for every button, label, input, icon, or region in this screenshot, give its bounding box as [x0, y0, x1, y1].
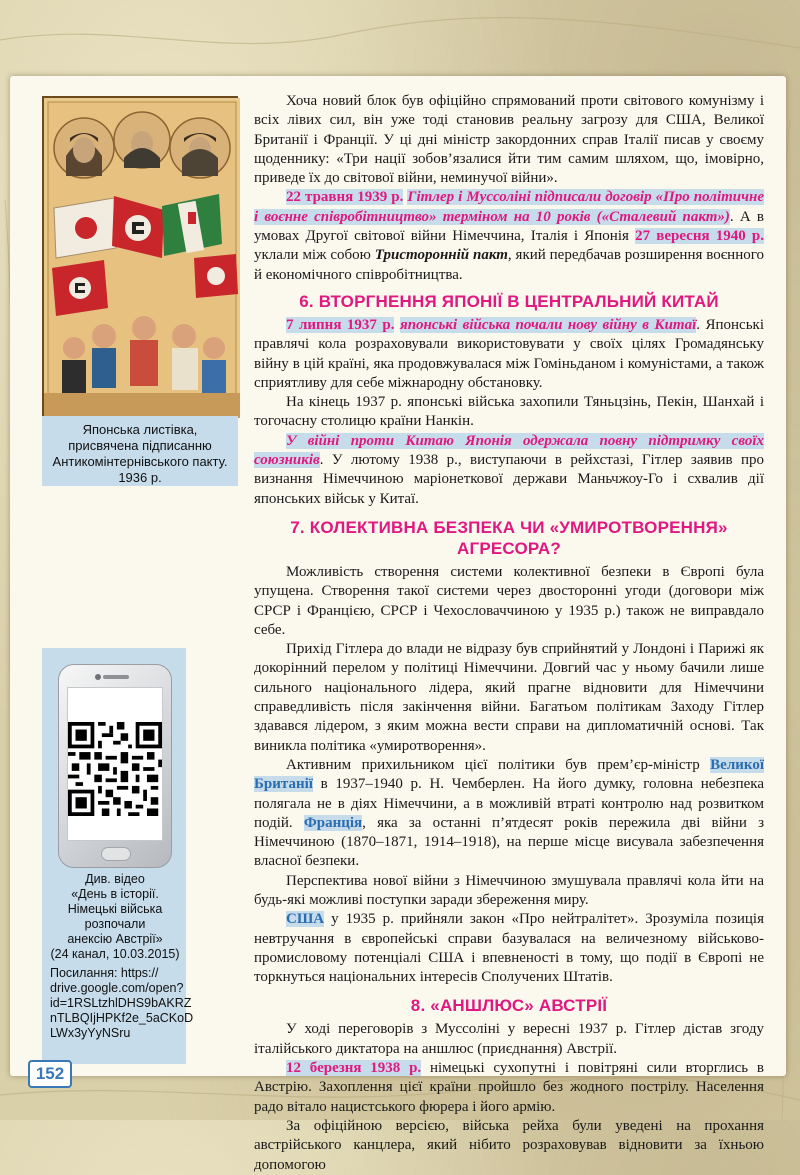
caption-line: Антикомінтернівського пакту. [52, 454, 228, 469]
key-fact-highlight: У війні проти Китаю Японія одержала повну підтримку своїх союзників [254, 432, 764, 469]
video-note-line: Див. відео [85, 872, 145, 886]
section7-paragraph: Перспектива нової війни з Німеччиною змушувала правлячі кола йти на будь-які можливі поступки заради збереження миру. [254, 872, 764, 908]
country-highlight: США [286, 911, 325, 928]
country-highlight: Франція [303, 814, 363, 831]
section7-paragraph [254, 910, 764, 987]
heading-line: АГРЕСОРА? [457, 538, 561, 558]
section8-paragraph: У ході переговорів з Муссоліні у вересні 1937 р. Гітлер дістав згоду італійського диктатора на аншлюс (приєднання) Австрії. [254, 1021, 764, 1057]
link-line: drive.google.com/open? [50, 981, 184, 995]
section6-paragraph [254, 316, 764, 393]
photo-caption [42, 416, 238, 486]
date-highlight: 27 вересня 1940 р. [635, 228, 765, 245]
key-fact-highlight: Гітлер і Муссоліні підписали договір «Про політичне і воєнне співробітництво» терміном на 10 років («Сталевий пакт») [254, 189, 764, 225]
key-fact-highlight: японські війська почали нову війну в Китаї [399, 316, 697, 333]
video-note-line: (24 канал, 10.03.2015) [50, 947, 180, 961]
intro-paragraph: Хоча новий блок був офіційно спрямований проти світового комунізму і всіх лівих сил, він уже тоді становив реальну загрозу для США, Великої Британії і Франції. У ці дні міністр закордонних справ Італії писав у своєму щоденнику: «Три нації зобов’язалися йти тим самим шляхом, що, імовірно, приведе їх до світової війни, неминучої війни». [254, 93, 764, 187]
pact-text: уклали між собою [254, 247, 375, 264]
page-number: 152 [28, 1060, 72, 1088]
phone-home-button-icon [101, 847, 131, 861]
pact-text: , який передбачав розширення воєнного й економічного співробітництва. [254, 247, 764, 283]
section7-paragraph: Прихід Гітлера до влади не відразу був сприйнятий у Лондоні і Парижі як докорінний перелом у політиці Німеччини. Довгий час у ньому бачили лише сильного національного лідера, який прагне відновити для Німеччини справедливість після закінчення війни. Багатьом політикам Заходу Гітлер здавався лідером, з яким можна вести справи на дипломатичній основі. Так виникла політика «умиротворення». [254, 641, 764, 754]
paragraph-text: Активним прихильником цієї політики був прем’єр-міністр [286, 756, 711, 773]
pact-paragraph [254, 188, 764, 284]
paragraph-text: в 1937–1940 р. Н. Чемберлен. На його думку, головна небезпека полягала не в діях Німеччини, а в можливій втраті контролю над розвитком подій. [254, 776, 764, 831]
date-highlight: 7 липня 1937 р. [286, 316, 395, 333]
section7-paragraph [254, 756, 764, 872]
pact-name: Тристоронній пакт [374, 247, 508, 264]
article-body [254, 92, 764, 1175]
video-note [46, 872, 184, 962]
date-highlight: 22 травня 1939 р. [286, 189, 404, 206]
caption-line: Японська листівка, [82, 422, 198, 437]
link-line: id=1RSLtzhlDHS9bAKRZ [50, 996, 192, 1010]
paragraph-text: , яка за останні п’ятдесят років пережила дві війни з Німеччиною (1870–1871, 1914–1918), на перше місце висувала забезпечення власної безпеки. [254, 814, 764, 870]
video-note-line: розпочали [84, 917, 146, 931]
section8-paragraph [254, 1059, 764, 1117]
phone-camera-icon [95, 674, 101, 680]
section8-paragraph: За офіційною версією, війська рейха були уведені на прохання австрійського канцлера, який нібито розраховував відновити за їхньою допомогою [254, 1117, 764, 1173]
video-note-line: «День в історії. [71, 887, 159, 901]
section-heading: 6. ВТОРГНЕННЯ ЯПОНІЇ В ЦЕНТРАЛЬНИЙ КИТАЙ [299, 291, 719, 311]
date-highlight: 12 березня 1938 р. [286, 1060, 422, 1077]
section7-paragraph: Можливість створення системи колективної безпеки в Європі була упущена. Створення такої системи через двосторонні угоди (договори між СРСР і Францією, СРСР і Чехословаччиною у 1935 р.) також не виправдало себе. [254, 563, 764, 638]
paragraph-text: . Японські правлячі кола розраховували використовувати у своїх цілях Громадянську війну в цій країні, яка продовжувалася між Гоміньданом і комуністами, а також сприятливу для себе міжнародну обстановку. [254, 316, 765, 391]
link-line: LWx3yYyNSru [50, 1026, 131, 1040]
paragraph-text: . У лютому 1938 р., виступаючи в рейхстазі, Гітлер заявив про визнання Німеччиною маріонеткової держави Маньчжоу-Го і схвалив дії японських військ у Китаї. [254, 452, 764, 507]
postcard-image [42, 96, 238, 416]
caption-line: присвячена підписанню [68, 438, 212, 453]
paragraph-text: у 1935 р. прийняли закон «Про нейтралітет». Зрозуміла позиція невтручання в європейські справи базувалася на величезному військово-промисловому потенціалі США і впевненості в тому, що події в Європі не торкнуться національних інтересів Сполучених Штатів. [254, 911, 764, 986]
qr-code-icon[interactable] [68, 722, 162, 816]
pact-text: . А в умовах Другої світової війни Німеччина, Італія і Японія [254, 208, 764, 245]
video-note-line: анексію Австрії» [67, 932, 163, 946]
section-heading [254, 517, 764, 559]
link-line: nTLBQIjHPKf2e_5aCKoD [50, 1011, 194, 1025]
link-line: Посилання: https:// [50, 966, 159, 980]
country-highlight: Великої Британії [254, 756, 764, 793]
section6-paragraph: На кінець 1937 р. японські війська захопили Тяньцзінь, Пекін, Шанхай і тогочасну столицю країни Нанкін. [254, 394, 764, 430]
paragraph-text: німецькі сухопутні і повітряні сили вторглись в Австрію. Захоплення цієї країни пройшло без жодного пострілу. Населення радо вітало нацистського фюрера і його армію. [254, 1060, 764, 1115]
section-heading: 8. «АНШЛЮС» АВСТРІЇ [410, 996, 608, 1016]
caption-line: 1936 р. [118, 470, 162, 485]
video-link[interactable] [50, 966, 194, 1041]
heading-line: 7. КОЛЕКТИВНА БЕЗПЕКА ЧИ «УМИРОТВОРЕННЯ» [290, 517, 728, 537]
section6-paragraph [254, 432, 764, 509]
video-note-line: Німецькі війська [67, 902, 163, 916]
phone-speaker-icon [103, 675, 129, 679]
